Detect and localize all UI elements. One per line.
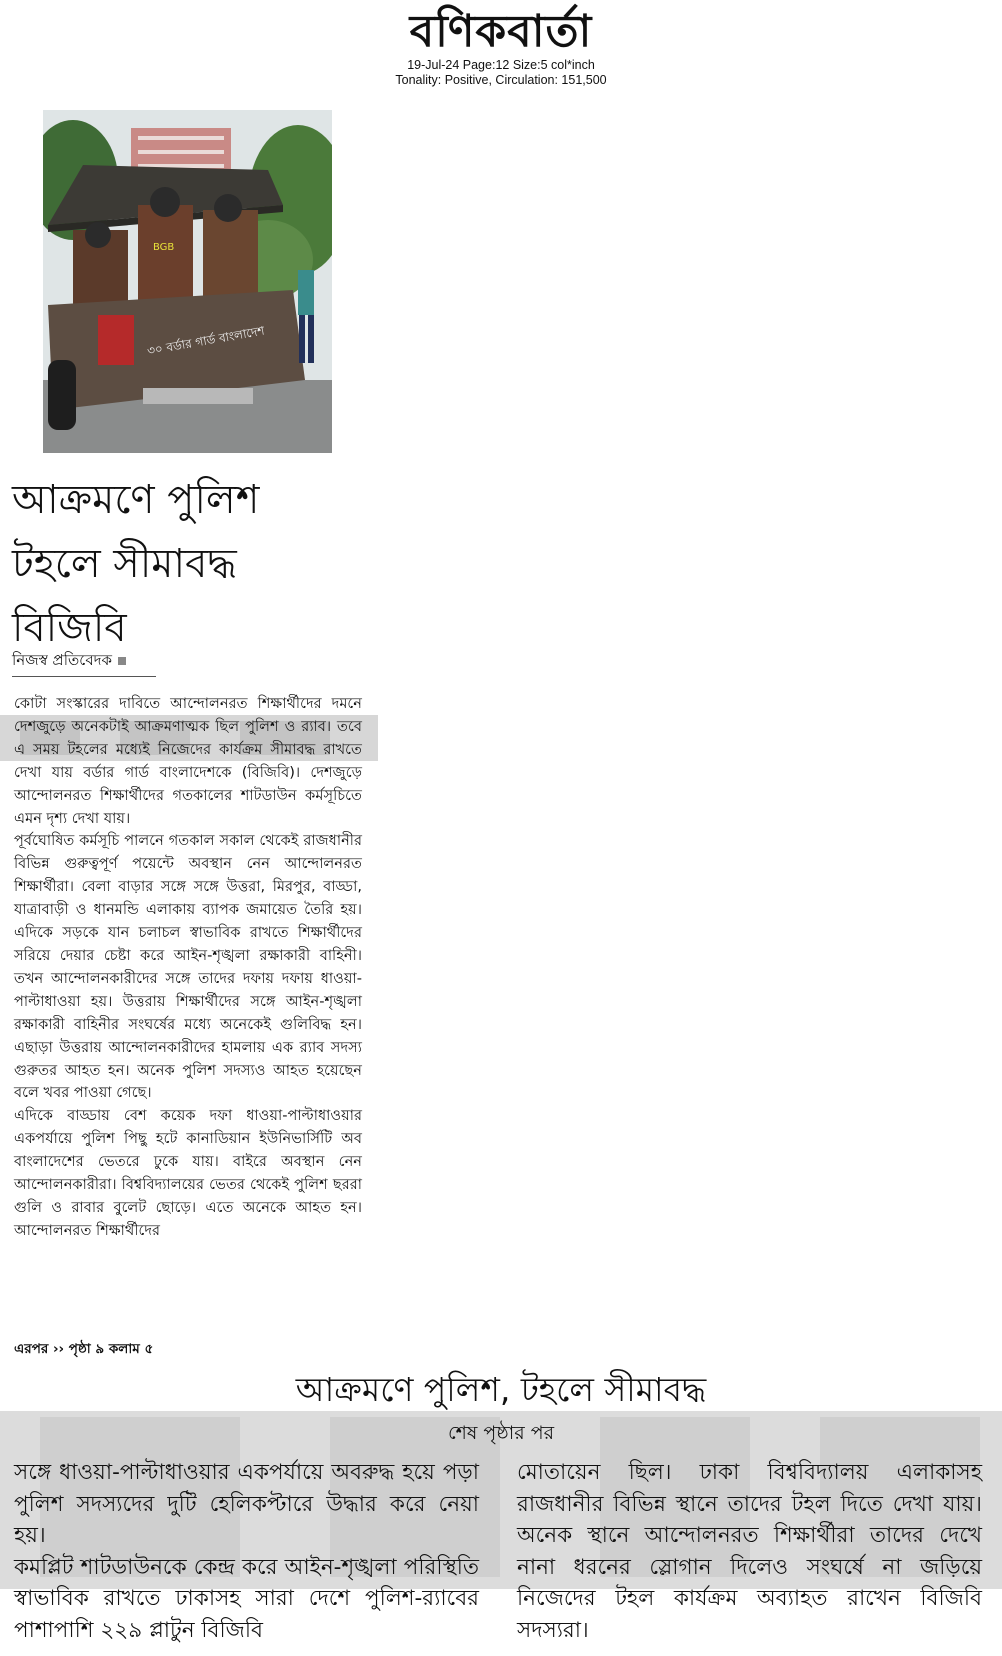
newspaper-logo: বণিকবার্তা bbox=[409, 6, 593, 57]
continuation-subhead: শেষ পৃষ্ঠার পর bbox=[447, 1422, 555, 1444]
vehicle-label: ৩০ বর্ডার গার্ড বাংলাদেশ bbox=[146, 323, 266, 358]
article-paragraph-3: এদিকে বাড্ডায় বেশ কয়েক দফা ধাওয়া-পাল্টাধাওয়ার একপর্যায়ে পুলিশ পিছু হটে কানাডিয়ান ইউনিভার্সিটি অব বাংলাদেশের ভেতরে ঢুকে যায়। বাইরে অবস্থান নেন আন্দোলনকারীরা। বিশ্ববিদ্যালয়ের ভেতর থেকেই পুলিশ ছররা গুলি ও রাবার বুলেট ছোড়ে। এতে অনেকে আহত হন। আন্দোলনরত শিক্ষার্থীদের bbox=[14, 1107, 362, 1239]
continuation-column-1 bbox=[14, 1457, 479, 1646]
article-paragraph-2: পূর্বঘোষিত কর্মসূচি পালনে গতকাল সকাল থেকেই রাজধানীর বিভিন্ন গুরুত্বপূর্ণ পয়েন্টে অবস্থান নেন আন্দোলনরত শিক্ষার্থীরা। বেলা বাড়ার সঙ্গে সঙ্গে উত্তরা, মিরপুর, বাড্ডা, যাত্রাবাড়ী ও ধানমন্ডি এলাকায় ব্যাপক জমায়েত তৈরি হয়। এদিকে সড়কে যান চলাচল স্বাভাবিক রাখতে শিক্ষার্থীদের সরিয়ে দেয়ার চেষ্টা করে আইন-শৃঙ্খলা রক্ষাকারী বাহিনী। তখন আন্দোলনকারীদের সঙ্গে তাদের দফায় দফায় ধাওয়া-পাল্টাধাওয়া হয়। উত্তরায় শিক্ষার্থীদের সঙ্গে আইন-শৃঙ্খলা রক্ষাকারী বাহিনীর সংঘর্ষের মধ্যে অনেকেই গুলিবিদ্ধ হন। এছাড়া উত্তরায় আন্দোলনকারীদের হামলায় এক র‍্যাব সদস্য গুরুতর আহত হন। অনেক পুলিশ সদস্যও আহত হয়েছেন বলে খবর পাওয়া গেছে। bbox=[14, 832, 362, 1102]
article-paragraph-1: কোটা সংস্কারের দাবিতে আন্দোলনরত শিক্ষার্থীদের দমনে দেশজুড়ে অনেকটাই আক্রমণাত্মক ছিল পুলিশ ও র‍্যাব। তবে এ সময় টহলের মধ্যেই নিজেদের কার্যক্রম সীমাবদ্ধ রাখতে দেখা যায় বর্ডার গার্ড বাংলাদেশকে (বিজিবি)। দেশজুড়ে আন্দোলনরত শিক্ষার্থীদের গতকালের শাটডাউন কর্মসূচিতে এমন দৃশ্য দেখা যায়। bbox=[14, 695, 362, 827]
byline bbox=[12, 650, 156, 677]
continuation-headline: আক্রমণে পুলিশ, টহলে সীমাবদ্ধ bbox=[295, 1370, 707, 1409]
vest-label: BGB bbox=[153, 242, 175, 253]
jump-line: এরপর ›› পৃষ্ঠা ৯ কলাম ৫ bbox=[14, 1341, 154, 1357]
continuation-column-2 bbox=[517, 1457, 982, 1646]
article-body bbox=[14, 693, 362, 1243]
news-photo bbox=[43, 110, 332, 453]
byline-text: নিজস্ব প্রতিবেদক bbox=[12, 651, 113, 669]
continuation-paragraph-3: মোতায়েন ছিল। ঢাকা বিশ্ববিদ্যালয় এলাকাসহ রাজধানীর বিভিন্ন স্থানে তাদের টহল দিতে দেখা যায়। অনেক স্থানে আন্দোলনরত শিক্ষার্থীরা তাদের দেখে নানা ধরনের স্লোগান দিলেও সংঘর্ষে না জড়িয়ে নিজেদের টহল কার্যক্রম অব্যাহত রাখেন বিজিবি সদস্যরা। bbox=[517, 1460, 982, 1643]
masthead bbox=[0, 6, 1002, 88]
square-icon bbox=[118, 657, 126, 665]
continuation-paragraph-1: সঙ্গে ধাওয়া-পাল্টাধাওয়ার একপর্যায়ে অবরুদ্ধ হয়ে পড়া পুলিশ সদস্যদের দুটি হেলিকপ্টারে উদ্ধার করে নেয়া হয়। bbox=[14, 1460, 479, 1548]
clipping-meta-tonality: Tonality: Positive, Circulation: 151,500 bbox=[395, 73, 607, 87]
continuation-paragraph-2: কমপ্লিট শাটডাউনকে কেন্দ্র করে আইন-শৃঙ্খলা পরিস্থিতি স্বাভাবিক রাখতে ঢাকাসহ সারা দেশে পুলিশ-র‍্যাবের পাশাপাশি ২২৯ প্লাটুন বিজিবি bbox=[14, 1554, 479, 1643]
article-headline: আক্রমণে পুলিশ টহলে সীমাবদ্ধ বিজিবি bbox=[12, 477, 260, 651]
bgb-vehicle-photo bbox=[43, 110, 332, 453]
clipping-meta-date: 19-Jul-24 Page:12 Size:5 col*inch bbox=[407, 58, 595, 72]
